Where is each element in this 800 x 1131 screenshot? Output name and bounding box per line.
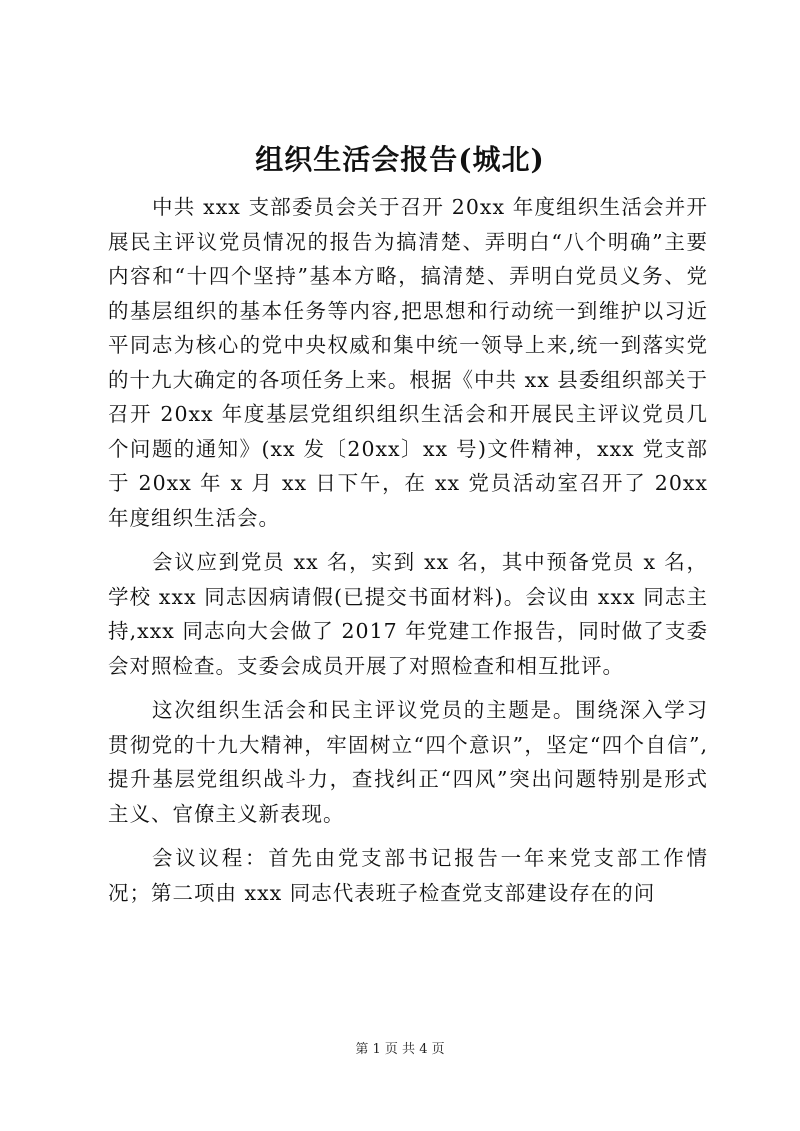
paragraph-3: 这次组织生活会和民主评议党员的主题是。围绕深入学习贯彻党的十九大精神，牢固树立“四个意识”，坚定“四个自信”,提升基层党组织战斗力，查找纠正“四风”突出问题特别是形式主义、官僚主义新表现。 [108,698,708,826]
paragraph-4: 会议议程：首先由党支部书记报告一年来党支部工作情况；第二项由 xxx 同志代表班子检查党支部建设存在的问 [108,846,708,905]
document-body [108,190,708,910]
page-number-footer: 第 1 页 共 4 页 [355,1042,445,1057]
paragraph-1: 中共 xxx 支部委员会关于召开 20xx 年度组织生活会并开展民主评议党员情况的报告为搞清楚、弄明白“八个明确”主要内容和“十四个坚持”基本方略，搞清楚、弄明白党员义务、党的基层组织的基本任务等内容,把思想和行动统一到维护以习近平同志为核心的党中央权威和集中统一领导上来,统一到落实党的十九大确定的各项任务上来。根据《中共 xx 县委组织部关于召开 20xx 年度基层党组织组织生活会和开展民主评议党员几个问题的通知》(xx 发〔20xx〕xx 号)文件精神，xxx 党支部于 20xx 年 x 月 xx 日下午，在 xx 党员活动室召开了 20xx 年度组织生活会。 [108,195,708,530]
document-title: 组织生活会报告(城北) [255,143,545,176]
paragraph-2: 会议应到党员 xx 名，实到 xx 名，其中预备党员 x 名，学校 xxx 同志因病请假(已提交书面材料)。会议由 xxx 同志主持,xxx 同志向大会做了 2017 年党建工作报告，同时做了支委会对照检查。支委会成员开展了对照检查和相互批评。 [108,550,708,678]
